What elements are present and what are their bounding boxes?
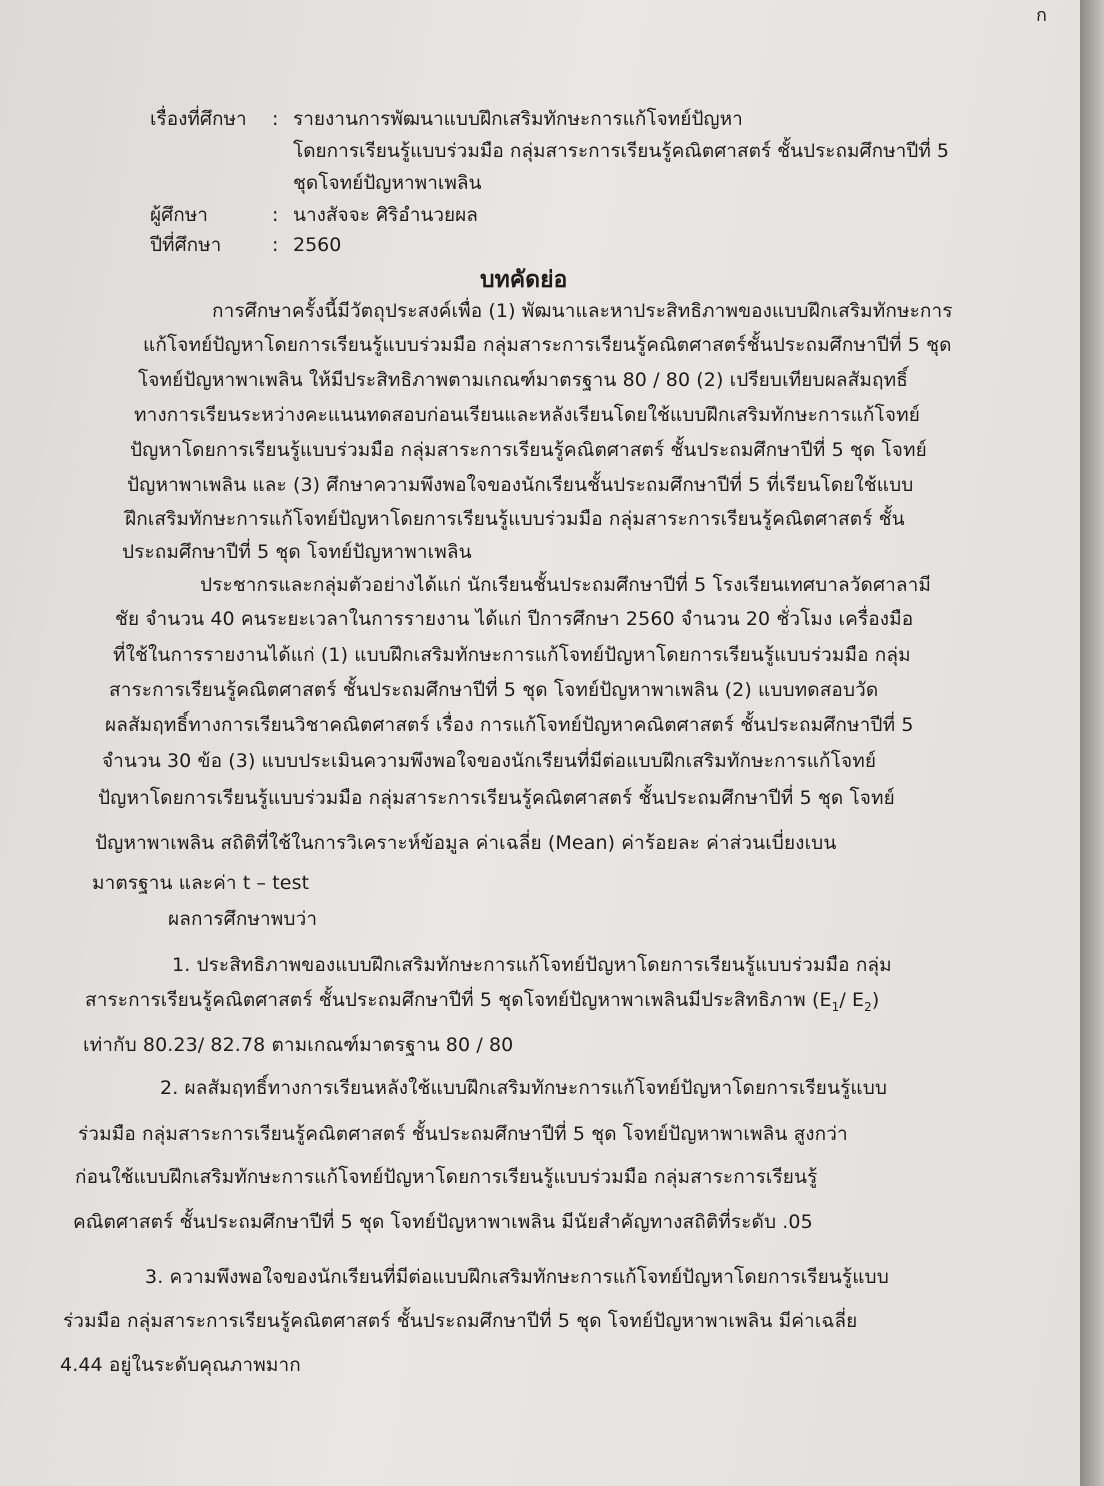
para1-line: ประถมศึกษาปีที่ 5 ชุด โจทย์ปัญหาพาเพลิน bbox=[122, 541, 472, 563]
para1-line: การศึกษาครั้งนี้มีวัตถุประสงค์เพื่อ (1) พัฒนาและหาประสิทธิภาพของแบบฝึกเสริมทักษะการ bbox=[212, 300, 953, 322]
result3-line: ร่วมมือ กลุ่มสาระการเรียนรู้คณิตศาสตร์ ชั้นประถมศึกษาปีที่ 5 ชุด โจทย์ปัญหาพาเพลิน มีค่าเฉลี่ย bbox=[63, 1310, 858, 1332]
results-heading: ผลการศึกษาพบว่า bbox=[168, 908, 318, 930]
para2-line: สาระการเรียนรู้คณิตศาสตร์ ชั้นประถมศึกษาปีที่ 5 ชุด โจทย์ปัญหาพาเพลิน (2) แบบทดสอบวัด bbox=[109, 679, 879, 701]
result2-line: ก่อนใช้แบบฝึกเสริมทักษะการแก้โจทย์ปัญหาโดยการเรียนรู้แบบร่วมมือ กลุ่มสาระการเรียนรู้ bbox=[75, 1166, 818, 1188]
result2-line: ร่วมมือ กลุ่มสาระการเรียนรู้คณิตศาสตร์ ชั้นประถมศึกษาปีที่ 5 ชุด โจทย์ปัญหาพาเพลิน สูงกว่า bbox=[78, 1123, 848, 1145]
result1-mid: / E bbox=[839, 989, 865, 1011]
result2-line: คณิตศาสตร์ ชั้นประถมศึกษาปีที่ 5 ชุด โจทย์ปัญหาพาเพลิน มีนัยสำคัญทางสถิติที่ระดับ .05 bbox=[73, 1211, 813, 1233]
topic-colon: : bbox=[272, 108, 279, 130]
year-colon: : bbox=[272, 234, 279, 256]
para2-line: มาตรฐาน และค่า t – test bbox=[92, 872, 310, 894]
para2-line: ที่ใช้ในการรายงานได้แก่ (1) แบบฝึกเสริมทักษะการแก้โจทย์ปัญหาโดยการเรียนรู้แบบร่วมมือ กลุ่ม bbox=[113, 644, 911, 666]
para2-line: ปัญหาพาเพลิน สถิติที่ใช้ในการวิเคราะห์ข้อมูล ค่าเฉลี่ย (Mean) ค่าร้อยละ ค่าส่วนเบี่ยงเบน bbox=[95, 832, 837, 854]
author-colon: : bbox=[272, 204, 279, 226]
result1-line2-text: สาระการเรียนรู้คณิตศาสตร์ ชั้นประถมศึกษาปีที่ 5 ชุดโจทย์ปัญหาพาเพลินมีประสิทธิภาพ (E bbox=[85, 989, 832, 1011]
para1-line: ปัญหาโดยการเรียนรู้แบบร่วมมือ กลุ่มสาระการเรียนรู้คณิตศาสตร์ ชั้นประถมศึกษาปีที่ 5 ชุด โจทย์ bbox=[130, 439, 927, 461]
para1-line: ฝึกเสริมทักษะการแก้โจทย์ปัญหาโดยการเรียนรู้แบบร่วมมือ กลุ่มสาระการเรียนรู้คณิตศาสตร์ ชั้น bbox=[125, 508, 905, 530]
result1-close: ) bbox=[871, 989, 880, 1011]
page-number: ก bbox=[1036, 5, 1047, 26]
result1-line bbox=[85, 985, 879, 1022]
para1-line: ปัญหาพาเพลิน และ (3) ศึกษาความพึงพอใจของนักเรียนชั้นประถมศึกษาปีที่ 5 ที่เรียนโดยใช้แบบ bbox=[127, 474, 914, 496]
para2-line: จำนวน 30 ข้อ (3) แบบประเมินความพึงพอใจของนักเรียนที่มีต่อแบบฝึกเสริมทักษะการแก้โจทย์ bbox=[102, 750, 877, 772]
author-label: ผู้ศึกษา bbox=[150, 204, 208, 226]
para2-line: ปัญหาโดยการเรียนรู้แบบร่วมมือ กลุ่มสาระการเรียนรู้คณิตศาสตร์ ชั้นประถมศึกษาปีที่ 5 ชุด โจทย์ bbox=[98, 787, 895, 809]
topic-line-1: รายงานการพัฒนาแบบฝึกเสริมทักษะการแก้โจทย์ปัญหา bbox=[293, 108, 743, 130]
result3-line: 4.44 อยู่ในระดับคุณภาพมาก bbox=[60, 1354, 301, 1376]
year-value: 2560 bbox=[293, 234, 342, 256]
result1-line: 1. ประสิทธิภาพของแบบฝึกเสริมทักษะการแก้โจทย์ปัญหาโดยการเรียนรู้แบบร่วมมือ กลุ่ม bbox=[172, 954, 892, 976]
year-label: ปีที่ศึกษา bbox=[150, 234, 222, 256]
para2-line: ประชากรและกลุ่มตัวอย่างได้แก่ นักเรียนชั้นประถมศึกษาปีที่ 5 โรงเรียนเทศบาลวัดศาลามี bbox=[200, 574, 932, 596]
result2-line: 2. ผลสัมฤทธิ์ทางการเรียนหลังใช้แบบฝึกเสริมทักษะการแก้โจทย์ปัญหาโดยการเรียนรู้แบบ bbox=[160, 1077, 888, 1099]
result1-line: เท่ากับ 80.23/ 82.78 ตามเกณฑ์มาตรฐาน 80 / 80 bbox=[83, 1034, 514, 1056]
author-value: นางสัจจะ ศิริอำนวยผล bbox=[293, 204, 478, 226]
e2-subscript: 2 bbox=[864, 999, 872, 1014]
para2-line: ผลสัมฤทธิ์ทางการเรียนวิชาคณิตศาสตร์ เรื่อง การแก้โจทย์ปัญหาคณิตศาสตร์ ชั้นประถมศึกษาปีที่ 5 bbox=[105, 714, 914, 736]
para2-line: ชัย จำนวน 40 คนระยะเวลาในการรายงาน ได้แก่ ปีการศึกษา 2560 จำนวน 20 ชั่วโมง เครื่องมือ bbox=[115, 608, 914, 630]
e1-subscript: 1 bbox=[831, 999, 840, 1014]
para1-line: ทางการเรียนระหว่างคะแนนทดสอบก่อนเรียนและหลังเรียนโดยใช้แบบฝึกเสริมทักษะการแก้โจทย์ bbox=[134, 404, 920, 426]
topic-label: เรื่องที่ศึกษา bbox=[150, 108, 247, 130]
para1-line: แก้โจทย์ปัญหาโดยการเรียนรู้แบบร่วมมือ กลุ่มสาระการเรียนรู้คณิตศาสตร์ชั้นประถมศึกษาปีที่ 5 ชุด bbox=[143, 334, 952, 356]
para1-line: โจทย์ปัญหาพาเพลิน ให้มีประสิทธิภาพตามเกณฑ์มาตรฐาน 80 / 80 (2) เปรียบเทียบผลสัมฤทธิ์ bbox=[138, 369, 908, 391]
topic-line-2: โดยการเรียนรู้แบบร่วมมือ กลุ่มสาระการเรียนรู้คณิตศาสตร์ ชั้นประถมศึกษาปีที่ 5 bbox=[293, 140, 950, 162]
topic-line-3: ชุดโจทย์ปัญหาพาเพลิน bbox=[293, 172, 482, 194]
result3-line: 3. ความพึงพอใจของนักเรียนที่มีต่อแบบฝึกเสริมทักษะการแก้โจทย์ปัญหาโดยการเรียนรู้แบบ bbox=[145, 1266, 889, 1288]
page-edge bbox=[1080, 0, 1104, 1486]
abstract-title: บทคัดย่อ bbox=[480, 267, 568, 293]
